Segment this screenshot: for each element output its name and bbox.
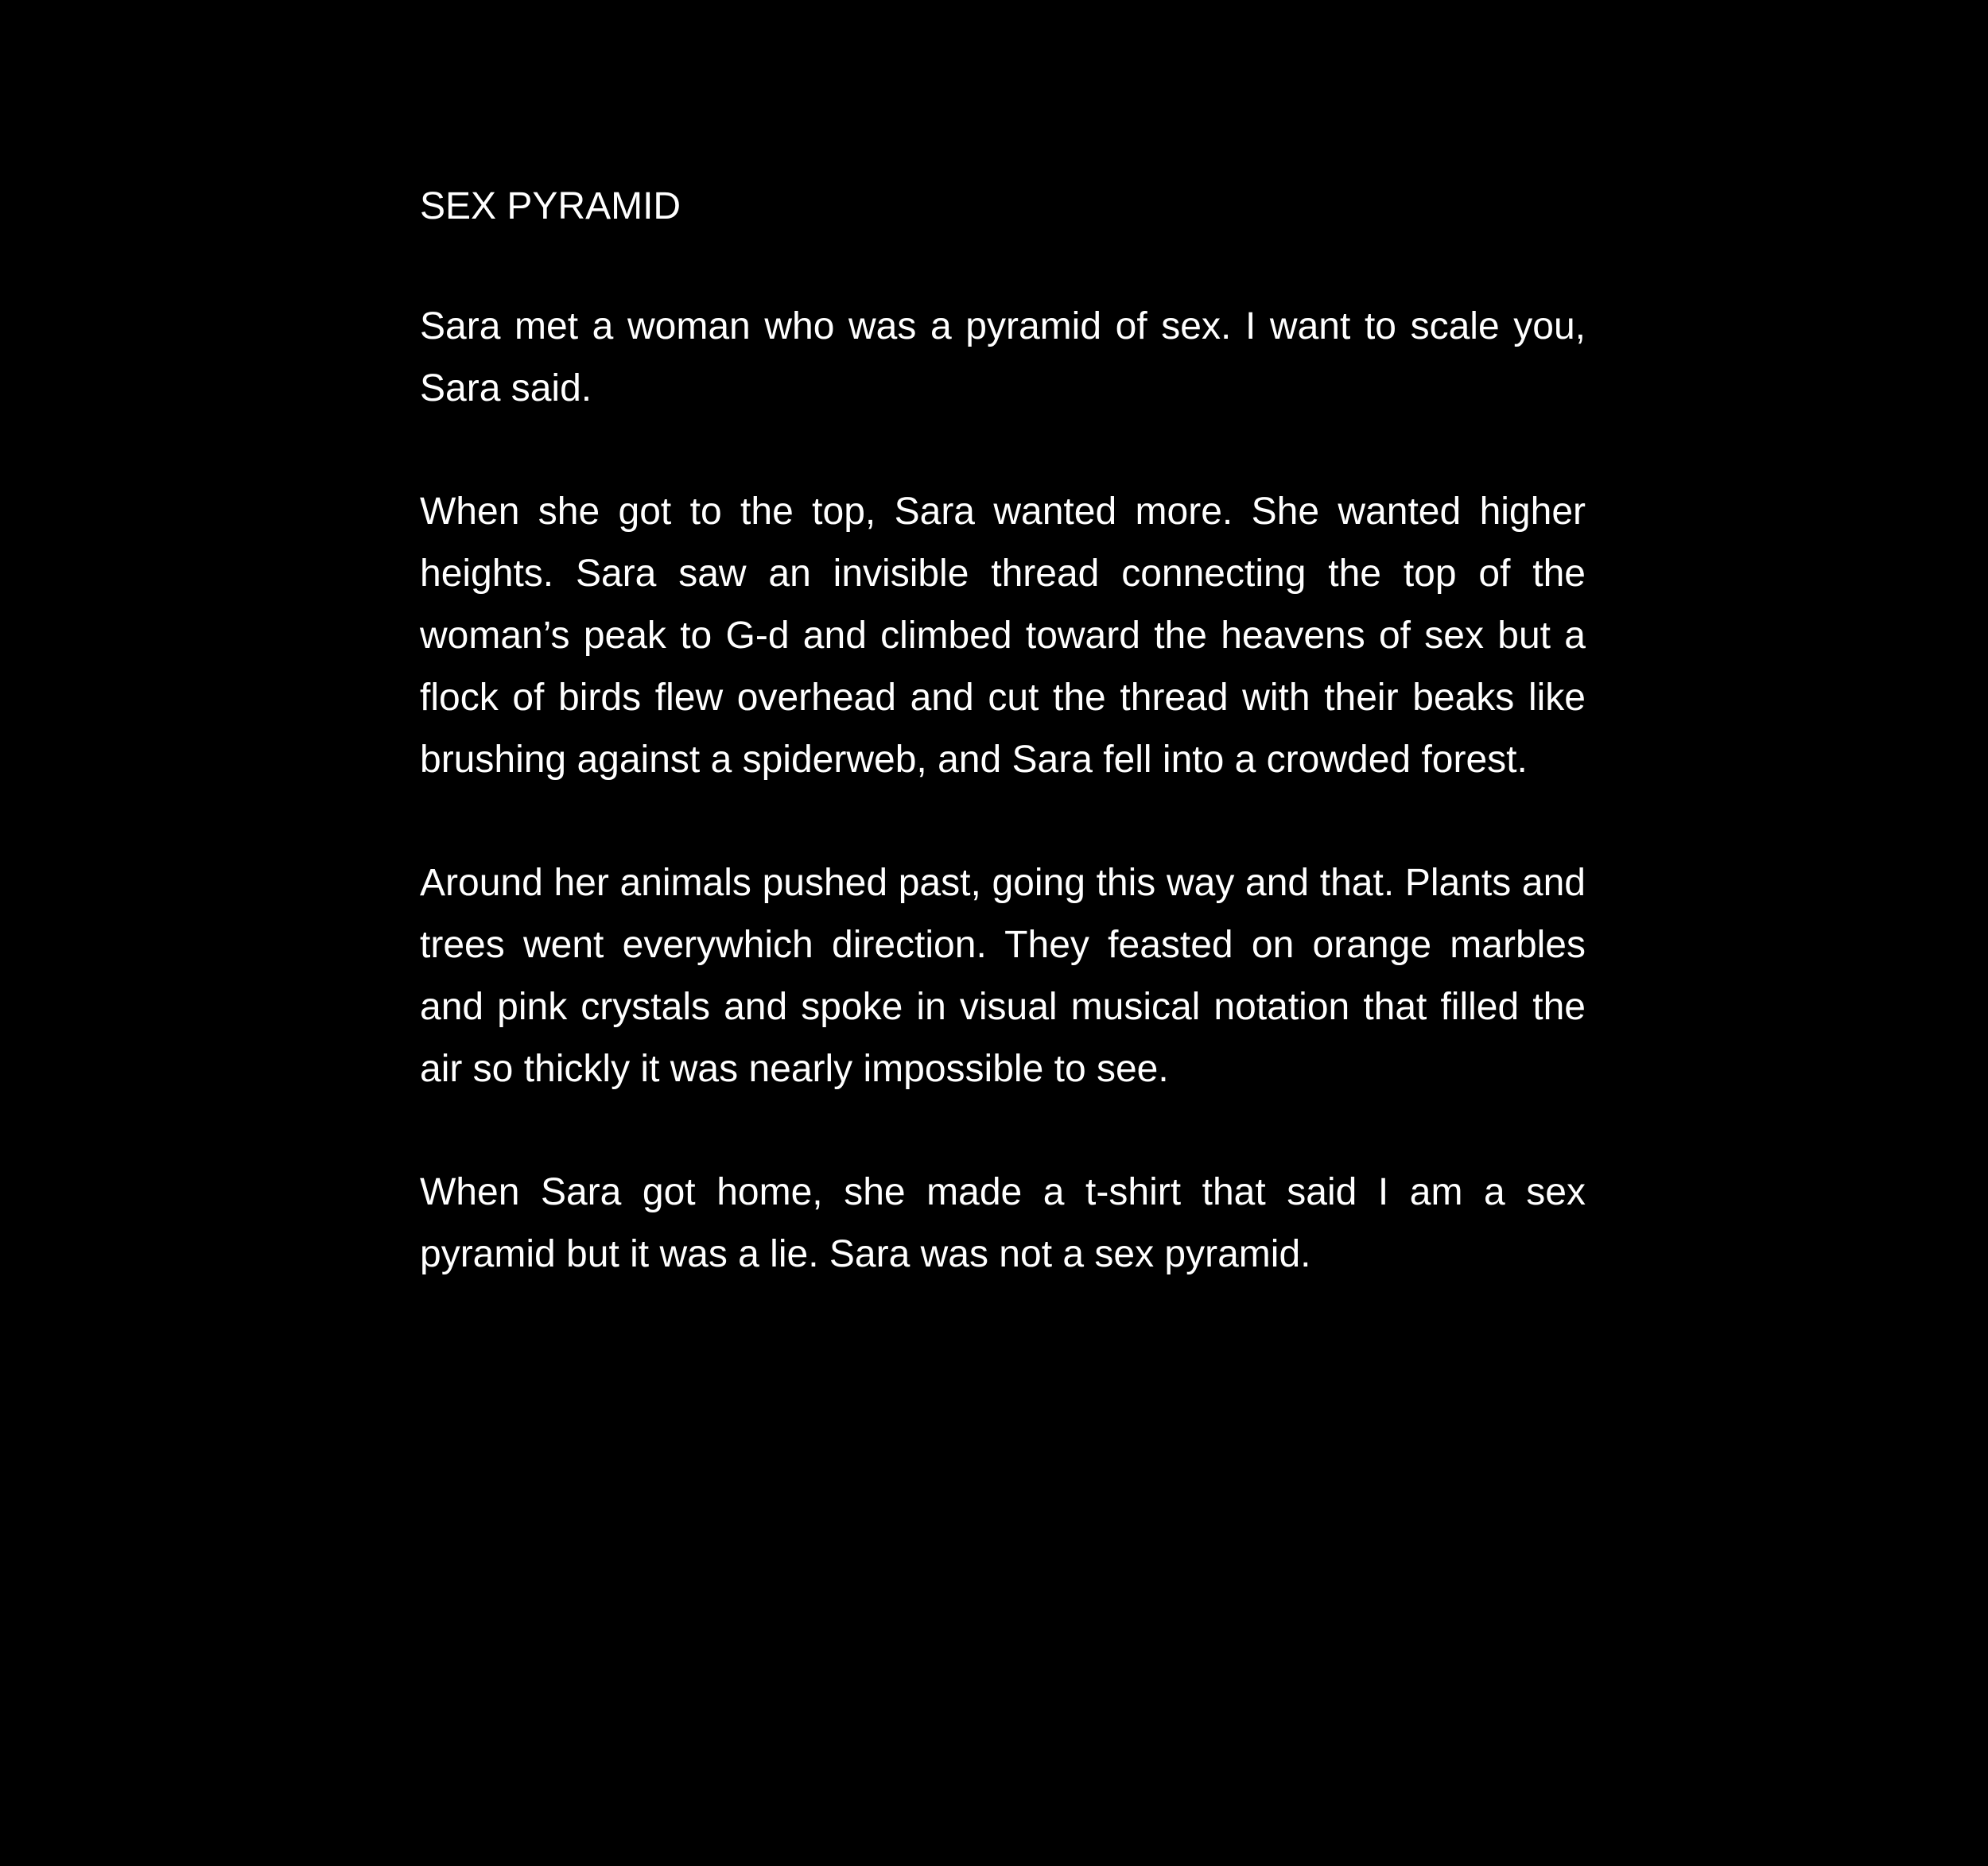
paragraph-2: When she got to the top, Sara wanted more. She wanted higher heights. Sara saw an invisible thread connecting the top of the woman’s peak to G-d and climbed toward the heavens of sex but a flock of birds flew overhead and cut the thread with their beaks like brushing against a spiderweb, and Sara fell into a crowded forest. [420, 491, 1586, 781]
paragraph-4: When Sara got home, she made a t-shirt that said I am a sex pyramid but it was a lie. Sara was not a sex pyramid. [420, 1171, 1586, 1275]
paragraph-3: Around her animals pushed past, going this way and that. Plants and trees went everywhich direction. They feasted on orange marbles and pink crystals and spoke in visual musical notation that filled the air so thickly it was nearly impossible to see. [420, 862, 1586, 1090]
paragraph-1: Sara met a woman who was a pyramid of sex. I want to scale you, Sara said. [420, 305, 1586, 409]
story-text-block [420, 183, 1586, 1286]
story-title: SEX PYRAMID [420, 185, 681, 227]
